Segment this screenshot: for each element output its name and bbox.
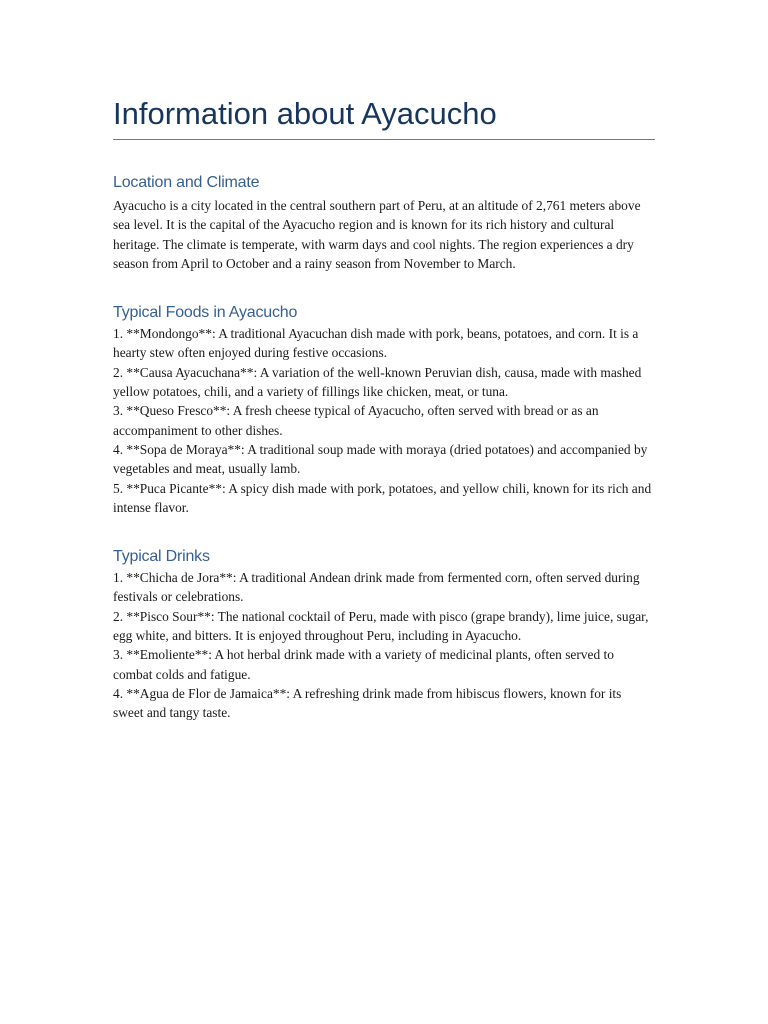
title-underline <box>113 139 655 140</box>
section-typical-drinks <box>113 546 655 722</box>
section-typical-foods <box>113 302 655 517</box>
section-heading-location: Location and Climate <box>113 174 260 191</box>
food-item-sopa-moraya: 4. **Sopa de Moraya**: A traditional soup made with moraya (dried potatoes) and accompanied by vegetables and meat, usually lamb. <box>113 441 648 477</box>
drink-item-chicha: 1. **Chicha de Jora**: A traditional Andean drink made from fermented corn, often served during festivals or celebrations. <box>113 570 640 605</box>
foods-list <box>113 324 655 517</box>
document-title: Information about Ayacucho <box>113 96 497 131</box>
food-item-puca-picante: 5. **Puca Picante**: A spicy dish made with pork, potatoes, and yellow chili, known for its rich and intense flavor. <box>113 480 652 515</box>
food-item-causa: 2. **Causa Ayacuchana**: A variation of the well-known Peruvian dish, causa, made with mashed yellow potatoes, chili, and a variety of fillings like chicken, meat, or tuna. <box>113 364 642 400</box>
drink-item-emoliente: 3. **Emoliente**: A hot herbal drink made with a variety of medicinal plants, often served to combat colds and fatigue. <box>113 647 614 682</box>
drink-item-jamaica: 4. **Agua de Flor de Jamaica**: A refreshing drink made from hibiscus flowers, known for its sweet and tangy taste. <box>113 685 622 721</box>
drinks-list <box>113 568 655 722</box>
document-page <box>113 0 655 723</box>
food-item-mondongo: 1. **Mondongo**: A traditional Ayacuchan dish made with pork, beans, potatoes, and corn. It is a hearty stew often enjoyed during festive occasions. <box>113 326 639 361</box>
food-item-queso-fresco: 3. **Queso Fresco**: A fresh cheese typical of Ayacucho, often served with bread or as an accompaniment to other dishes. <box>113 403 599 438</box>
section-location-climate <box>113 172 655 273</box>
section-heading-drinks: Typical Drinks <box>113 548 210 566</box>
section-heading-foods: Typical Foods in Ayacucho <box>113 304 298 322</box>
location-paragraph: Ayacucho is a city located in the central southern part of Peru, at an altitude of 2,761 meters above sea level. It is the capital of the Ayacucho region and is known for its rich history and cultural heritage. The climate is temperate, with warm days and cool nights. The region experiences a dry season from April to October and a rainy season from November to March. <box>113 198 641 271</box>
drink-item-pisco-sour: 2. **Pisco Sour**: The national cocktail of Peru, made with pisco (grape brandy), lime juice, sugar, egg white, and bitters. It is enjoyed throughout Peru, including in Ayacucho. <box>113 608 649 644</box>
